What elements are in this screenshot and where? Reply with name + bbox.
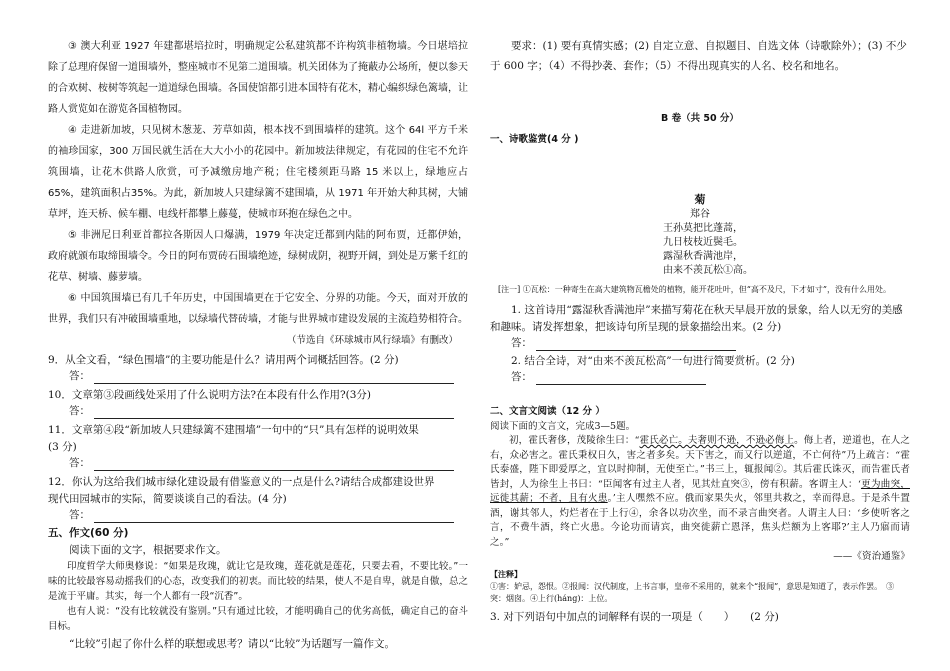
section-5-heading: 五、作文(60 分) [48,527,129,539]
answer-line-11[interactable]: 答： [48,456,468,471]
essay-quote-1: 印度哲学大师奥修说：“如果是玫瑰，就让它是玫瑰，莲花就是莲花，只要去看，不要比较。”一味的比较最容易动摇我们的心态，改变我们的初衷。而比较的结果，使人不是自卑，就是自傲，总之是流于平庸。其实，每一个人都有一段“沉香”。 [48,561,468,602]
paragraph-4: ④ 走进新加坡，只见树木葱茏、芳草如茵，根本找不到围墙样的建筑。这个 64l 平方千米的袖珍国家，300 万国民就生活在大大小小的花园中。新加坡法律规定，有花园的住宅不允许筑围墙，让花木供路人欣赏，可予减缴房地产税；住宅楼须距马路 15 米以上，绿地应占65%，建筑面积占35%。为此，新加坡人只建绿篱不建围墙，从 1971 年开始大种其树，大铺草坪，连天桥、候车棚、电线杆都攀上藤蔓，使城市环抱在绿色之中。 [48,125,468,220]
classical-question-3: 3. 对下列语句中加点的词解释有误的一项是（ ） (2 分) [490,610,779,623]
classical-source: ——《资治通鉴》 [833,551,910,562]
section-classical-heading: 二、文言文阅读（12 分 ） [490,406,605,417]
question-10: 10．文章第③段画线处采用了什么说明方法?在本段有什么作用?(3分) [48,389,371,401]
poem-line-4: 由来不羡瓦松①高。 [663,265,753,276]
paragraph-5: ⑤ 非洲尼日利亚首都拉各斯因人口爆满，1979 年决定迁都到内陆的阿布贾，迁都伊始，政府就颁布取缔围墙令。今日的阿布贾砖石围墙绝迹，绿树成阴，视野开阔，到处是万紫千红的花草、树墙、藤萝墙。 [48,230,468,283]
paragraph-3: ③ 澳大利亚 1927 年建都堪培拉时，明确规定公私建筑都不许构筑非植物墙。今日堪培拉除了总理府保留一道围墙外，整座城市不见第二道围墙。机关团体为了掩蔽办公场所，便以参天的合欢树、桉树等筑起一道道绿色围墙。各国使馆都引进本国特有花木，精心编织绿色篱墙，让路人赏览如在游览各国植物园。 [48,41,468,115]
question-12: 12．你认为这给我们城市绿化建设最有借鉴意义的一点是什么?请结合成都建设世界 现代田园城市的实际，简要谈谈自己的看法。(4 分) [48,476,435,505]
essay-prompt: “比较”引起了你什么样的联想或思考？请以“比较”为话题写一篇作文。 [69,638,395,650]
poem-line-3: 露湿秋香满池岸， [663,251,743,262]
classical-passage: 初，霍氏奢侈，茂陵徐生曰：“霍氏必亡。夫奢则不逊，不逊必侮上。侮上者，逆道也，在人之右，众必害之。霍氏秉权日久，害之者多矣。天下害之，而又行以逆道，不亡何待”乃上疏言：“霍氏泰盛，陛下即爱厚之，宜以时抑制，无使至亡。”书三上，辄报闻②。其后霍氏诛灭，而告霍氏者皆封，人为徐生上书曰：“臣闻客有过主人者，见其灶直突③，傍有积薪。客谓主人：‘更为曲突，远徙其薪；不者，且有火患。’主人嘿然不应。俄而家果失火，邻里共救之，幸而得息。于是杀牛置酒，谢其邻人，灼烂者在于上行④，余各以功次坐，而不录言曲突者。人谓主人曰：‘乡使听客之言，不费牛酒，终亡火患。今论功而请宾，曲突徙薪亡恩泽，焦头烂额为上客耶?’主人乃寤而请之。” [490,435,910,548]
poem-title: 菊 [694,193,706,206]
poem-answer-line-2[interactable]: 答： [490,370,910,385]
question-11: 11．文章第④段“新加坡人只建绿篱不建围墙”一句中的“只”具有怎样的说明效果 (3 分) [48,424,419,453]
left-column [48,0,468,653]
classical-underlined-2: 更为曲突，远徙其薪；不者，且有火患 [490,478,910,504]
essay-requirements: 要求：(1) 要有真情实感；(2) 自定立意、自拟题目、自选文体（诗歌除外）；(3) 不少于 600 字；（4）不得抄袭、套作；（5）不得出现真实的人名、校名和地名。 [490,40,907,72]
classical-notes: ①害：妒忌，怨恨。②报闻：汉代制度，上书言事，皇帝不采用的，就来个“报闻”，意思是知道了，表示作罢。 ③突：烟囱。④上行(háng)：上位。 [490,581,895,603]
source-citation: （节选自《环球城市风行绿墙》有删改） [286,335,458,346]
poem-answer-line-1[interactable]: 答： [490,336,910,351]
poem-line-2: 九日枝枝近鬓毛。 [663,237,743,248]
poem [490,192,910,278]
essay-quote-2: 也有人说：“没有比较就没有鉴别。”只有通过比较，才能明确自己的优劣高低，确定自己的奋斗目标。 [48,606,468,632]
poem-question-1: 1. 这首诗用“露湿秋香满池岸”来描写菊花在秋天早晨开放的景象，给人以无穷的美感和趣味。请发挥想象，把该诗句所呈现的景象描绘出来。(2 分) [490,304,903,333]
essay-intro: 阅读下面的文字，根据要求作文。 [69,544,227,556]
notes-heading: 【注释】 [490,569,522,579]
paragraph-6: ⑥ 中国筑围墙已有几千年历史，中国围墙更在于它安全、分界的功能。今天，面对开放的世界，我们只有冲破围墙重地，以绿墙代替砖墙，才能与世界城市建设发展的主流趋势相符合。 [48,293,468,325]
classical-underlined-1: 霍氏必亡。夫奢则不逊，不逊必侮上 [639,435,795,446]
answer-line-10[interactable]: 答： [48,404,468,419]
poem-author: 郑谷 [690,209,710,220]
section-poetry-heading: 一、诗歌鉴赏(4 分 ) [490,134,579,145]
poem-note: [注一] ①瓦松：一种寄生在高大建筑物瓦檐处的植物，能开花吐叶，但“高不及尺，下才如寸”，没有什么用处。 [498,285,891,294]
poem-question-2: 2. 结合全诗，对“由来不羡瓦松高”一句进行简要赏析。(2 分) [511,355,795,367]
b-volume-title: B 卷（共 50 分） [661,113,739,124]
question-9: 9．从全文看，“绿色围墙”的主要功能是什么？请用两个词概括回答。(2 分) [48,354,399,366]
right-column [490,0,910,626]
poem-line-1: 王孙莫把比蓬蒿， [663,223,743,234]
classical-instruction: 阅读下面的文言文，完成3—5题。 [490,421,636,432]
answer-line-12[interactable]: 答： [48,508,468,523]
answer-line-9[interactable]: 答： [48,369,468,384]
